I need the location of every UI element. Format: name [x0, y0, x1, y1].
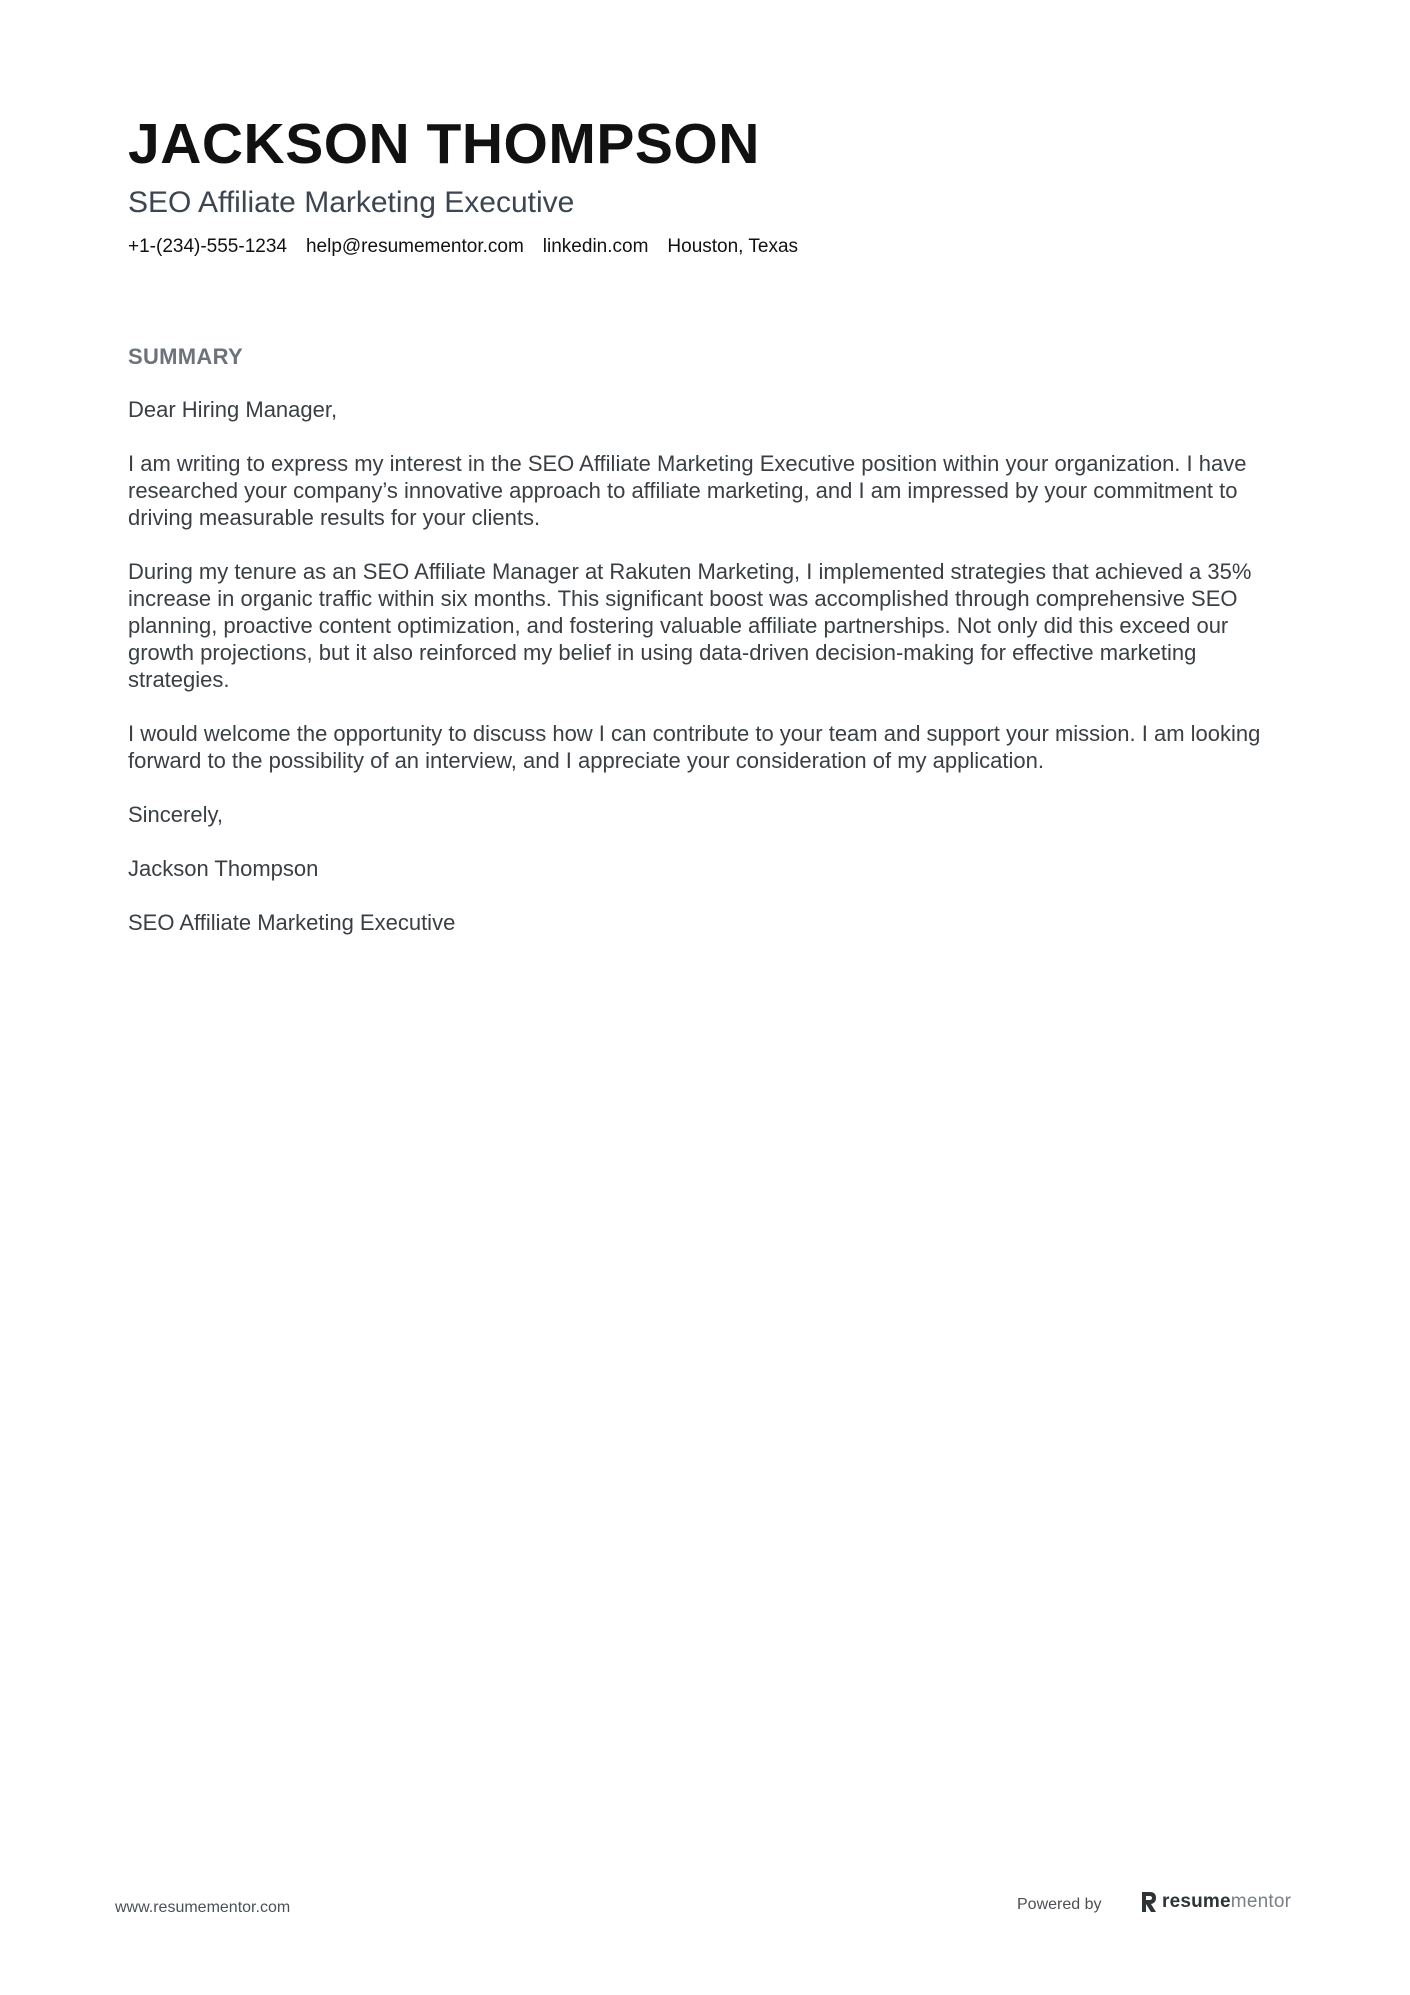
candidate-name: JACKSON THOMPSON [128, 112, 760, 176]
footer-website-link[interactable]: www.resumementor.com [115, 1899, 291, 1916]
contact-phone: +1-(234)-555-1234 [128, 236, 287, 257]
contact-line [128, 234, 1288, 260]
candidate-title: SEO Affiliate Marketing Executive [128, 186, 575, 219]
signature-name: Jackson Thompson [128, 856, 319, 881]
brand-name-bold: resume [1162, 1891, 1231, 1912]
signature-title: SEO Affiliate Marketing Executive [128, 910, 456, 935]
contact-location: Houston, Texas [667, 236, 799, 257]
letter-paragraph-closing: I would welcome the opportunity to discuss how I can contribute to your team and support your mission. I am looking forward to the possibility of an interview, and I appreciate your consideration of my application. [128, 721, 1261, 773]
letter-body [128, 396, 1288, 936]
brand-name-light: mentor [1230, 1891, 1292, 1912]
brand-name [1162, 1890, 1291, 1914]
page-footer [0, 1886, 1410, 1926]
salutation: Dear Hiring Manager, [128, 397, 338, 422]
contact-linkedin[interactable]: linkedin.com [542, 236, 649, 257]
letter-content [128, 342, 1288, 963]
summary-heading: SUMMARY [128, 344, 243, 369]
letter-paragraph-experience: During my tenure as an SEO Affiliate Manager at Rakuten Marketing, I implemented strategies that achieved a 35% increase in organic traffic within six months. This significant boost was accomplished through comprehensive SEO planning, proactive content optimization, and fostering valuable affiliate partnerships. Not only did this exceed our growth projections, but it also reinforced my belief in using data-driven decision-making for effective marketing strategies. [128, 559, 1252, 692]
contact-email[interactable]: help@resumementor.com [305, 236, 524, 257]
sign-off: Sincerely, [128, 802, 223, 827]
letter-header [128, 108, 1288, 260]
brand-logo[interactable] [1140, 1890, 1291, 1914]
powered-by-label: Powered by [1017, 1896, 1102, 1913]
resumementor-logo-icon [1140, 1891, 1158, 1913]
letter-paragraph-intro: I am writing to express my interest in the SEO Affiliate Marketing Executive position within your organization. I have researched your company’s innovative approach to affiliate marketing, and I am impressed by your commitment to driving measurable results for your clients. [128, 451, 1247, 530]
